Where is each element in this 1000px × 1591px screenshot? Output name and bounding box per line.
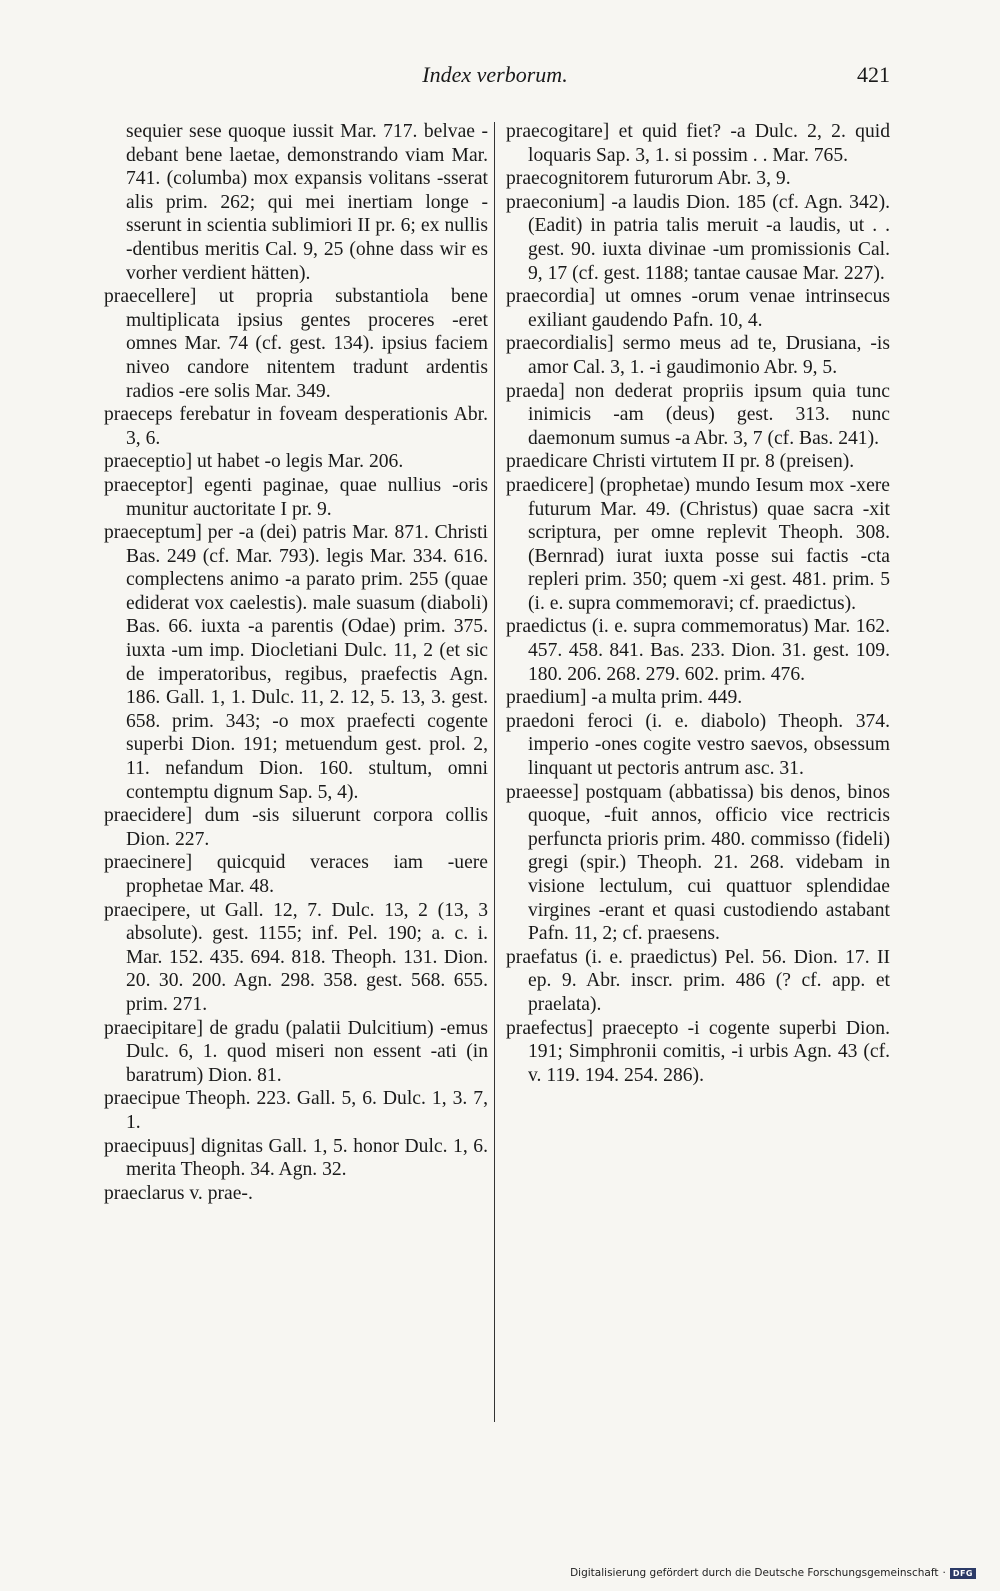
index-entry: praecipue Theoph. 223. Gall. 5, 6. Dulc. 1, 3. 7, 1. xyxy=(104,1088,488,1133)
dfg-logo-icon: DFG xyxy=(950,1568,976,1579)
index-entry: praefectus] praecepto -i cogente superbi Dion. 191; Simphronii comitis, -i urbis Agn. 43 (cf. v. 119. 194. 254. 286). xyxy=(506,1017,890,1086)
index-entry: praecordialis] sermo meus ad te, Drusiana, -is amor Cal. 3, 1. -i gaudimonio Abr. 9, 5. xyxy=(506,333,890,378)
index-entry: praecordia] ut omnes -orum venae intrinsecus exiliant gaudendo Pafn. 10, 4. xyxy=(506,286,890,331)
index-entry: praedoni feroci (i. e. diabolo) Theoph. 374. imperio -ones cogite vestro saevos, obsessum linquant ut pectoris antrum asc. 31. xyxy=(506,710,890,780)
index-entry: praeclarus v. prae-. xyxy=(104,1182,253,1204)
left-column xyxy=(104,120,488,1205)
footer: Digitalisierung gefördert durch die Deutsche Forschungsgemeinschaft · DFG xyxy=(570,1567,976,1579)
index-entry: praecipuus] dignitas Gall. 1, 5. honor Dulc. 1, 6. merita Theoph. 34. Agn. 32. xyxy=(104,1135,488,1181)
page-number: 421 xyxy=(857,62,890,87)
page-header xyxy=(100,58,890,88)
index-entry: praecognitorem futurorum Abr. 3, 9. xyxy=(506,168,791,190)
column-divider xyxy=(494,122,495,1422)
right-column xyxy=(506,120,890,1087)
index-entry: praeesse] postquam (abbatissa) bis denos, binos quoque, -fuit annos, officio vice rectricis perfuncta prioris prim. 480. commisso (fideli) gregi (spir.) Theoph. 21. 268. videbam in visione lectulum, cui quattuor splendidae virgines -erant et quasi custodiendo astabant Pafn. 11, 2; cf. praesens. xyxy=(506,781,890,945)
index-entry: praecipere, ut Gall. 12, 7. Dulc. 13, 2 (13, 3 absolute). gest. 1155; inf. Pel. 190; a. c. i. Mar. 152. 435. 694. 818. Theoph. 131. Dion. 20. 30. 200. Agn. 298. 358. gest. 568. 655. prim. 271. xyxy=(104,899,488,1015)
index-entry: praecogitare] et quid fiet? -a Dulc. 2, 2. quid loquaris Sap. 3, 1. si possim . . Mar. 765. xyxy=(506,121,890,166)
index-entry: praefatus (i. e. praedictus) Pel. 56. Dion. 17. II ep. 9. Abr. inscr. prim. 486 (? cf. app. et praelata). xyxy=(506,946,890,1015)
index-entry: praecinere] quicquid veraces iam -uere prophetae Mar. 48. xyxy=(104,852,488,897)
index-entry: praedicare Christi virtutem II pr. 8 (preisen). xyxy=(506,451,855,473)
index-entry: praedictus (i. e. supra commemoratus) Mar. 162. 457. 458. 841. Bas. 233. Dion. 31. gest. 109. 180. 206. 268. 279. 602. prim. 476. xyxy=(506,616,890,685)
index-entry: praedium] -a multa prim. 449. xyxy=(506,687,743,709)
index-entry: praeceptum] per -a (dei) patris Mar. 871. Christi Bas. 249 (cf. Mar. 793). legis Mar. 334. 616. complectens animo -a parato prim. 255 (quae ediderat vox caelestis). male suasum (diaboli) Bas. 66. iuxta -a parentis (Odae) prim. 375. iuxta -um imp. Diocletiani Dulc. 11, 2 (et sic de imperatoribus, regibus, praefectis Agn. 186. Gall. 1, 1. Dulc. 11, 2. 12, 5. 13, 3. gest. 658. prim. 343; -o mox praefecti cogente superbi Dion. 191; metuendum gest. prol. 2, 11. nefandum Dion. 160. stultum, omni contemptu dignum Sap. 5, 4). xyxy=(104,522,488,803)
index-entry: praeceps ferebatur in foveam desperationis Abr. 3, 6. xyxy=(104,404,488,449)
index-entry: praeconium] -a laudis Dion. 185 (cf. Agn. 342). (Eadit) in patria talis meruit -a laudis, ut . . gest. 90. iuxta divinae -um promissionis Cal. 9, 17 (cf. gest. 1188; tantae causae Mar. 227). xyxy=(506,191,890,284)
footer-credit: Digitalisierung gefördert durch die Deutsche Forschungsgemeinschaft xyxy=(570,1567,939,1579)
index-entry: praecipitare] de gradu (palatii Dulcitium) -emus Dulc. 6, 1. quod miseri non essent -ati (in baratrum) Dion. 81. xyxy=(104,1017,488,1086)
index-entry: sequier sese quoque iussit Mar. 717. belvae -debant bene laetae, demonstrando viam Mar. 741. (columba) mox expansis volitans -sserat alis prim. 262; qui mei inertiam longe -sserunt in scientia sublimiori II pr. 6; ex nullis -dentibus meritis Cal. 9, 25 (ohne dass wir es vorher verdient hätten). xyxy=(126,121,488,284)
index-entry: praeceptor] egenti paginae, quae nullius -oris munitur auctoritate I pr. 9. xyxy=(104,474,488,520)
index-entry: praecidere] dum -sis siluerunt corpora collis Dion. 227. xyxy=(104,805,488,850)
index-entry: praeceptio] ut habet -o legis Mar. 206. xyxy=(104,451,404,473)
index-entry: praedicere] (prophetae) mundo Iesum mox -xere futurum Mar. 49. (Christus) quae sacra -xit scriptura, per omne replevit Theoph. 308. (Bernrad) iurat iuxta posse sui factis -cta repleri prim. 350; quem -xi gest. 481. prim. 5 (i. e. supra commemoravi; cf. praedictus). xyxy=(506,474,890,614)
running-title: Index verborum. xyxy=(422,62,568,87)
index-entry: praeda] non dederat propriis ipsum quia tunc inimicis -am (deus) gest. 313. nunc daemonum sumus -a Abr. 3, 7 (cf. Bas. 241). xyxy=(506,380,890,449)
index-entry: praecellere] ut propria substantiola bene multiplicata ipsius gentes proceres -eret omnes Mar. 74 (cf. gest. 134). ipsius faciem niveo candore nitentem tradunt ardentis radios -ere solis Mar. 349. xyxy=(104,286,488,402)
